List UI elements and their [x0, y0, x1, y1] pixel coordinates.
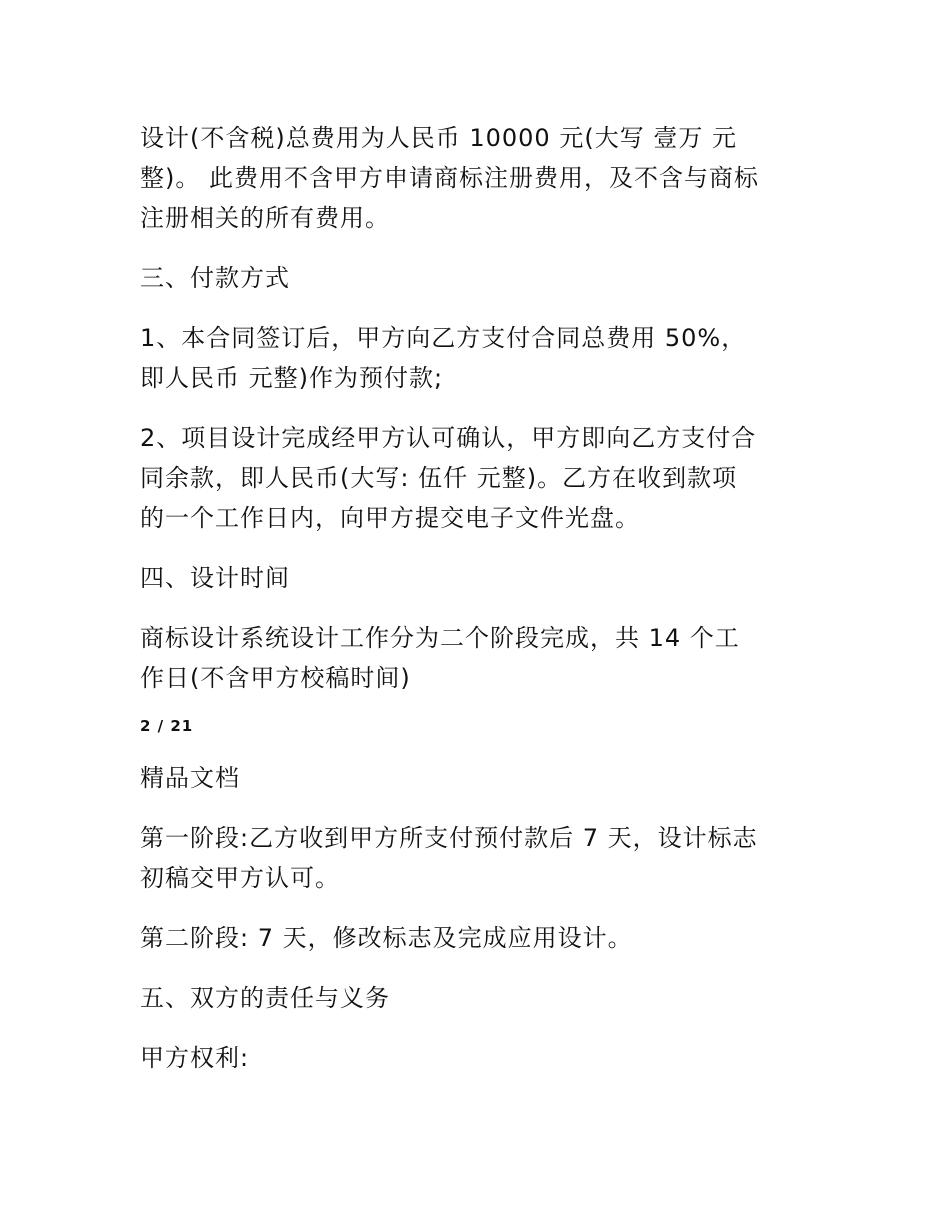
payment-item-1-line-1: 1、本合同签订后，甲方向乙方支付合同总费用 50%， — [140, 324, 747, 352]
fee-paragraph-line-2: 整)。 此费用不含甲方申请商标注册费用，及不含与商标 — [140, 164, 759, 192]
stage-1-line-2: 初稿交甲方认可。 — [140, 864, 340, 892]
design-time-paragraph-line-1: 商标设计系统设计工作分为二个阶段完成，共 14 个工 — [140, 624, 740, 652]
design-time-paragraph-line-2: 作日(不含甲方校稿时间) — [140, 664, 411, 692]
payment-item-1-line-2: 即人民币 元整)作为预付款; — [140, 364, 444, 392]
page-number: 2 / 21 — [140, 717, 194, 735]
duties-heading: 五、双方的责任与义务 — [140, 984, 390, 1012]
payment-method-heading: 三、付款方式 — [140, 264, 290, 292]
payment-item-2-line-2: 同余款，即人民币(大写: 伍仟 元整)。乙方在收到款项 — [140, 464, 738, 492]
payment-item-2-line-3: 的一个工作日内，向甲方提交电子文件光盘。 — [140, 504, 640, 532]
party-a-rights-label: 甲方权利: — [140, 1044, 250, 1072]
page-header-label: 精品文档 — [140, 764, 240, 792]
fee-paragraph-line-1: 设计(不含税)总费用为人民币 10000 元(大写 壹万 元 — [140, 124, 737, 152]
design-time-heading: 四、设计时间 — [140, 564, 290, 592]
payment-item-2-line-1: 2、项目设计完成经甲方认可确认，甲方即向乙方支付合 — [140, 424, 757, 452]
fee-paragraph-line-3: 注册相关的所有费用。 — [140, 204, 390, 232]
stage-1-line-1: 第一阶段:乙方收到甲方所支付预付款后 7 天，设计标志 — [140, 824, 758, 852]
stage-2-line: 第二阶段: 7 天，修改标志及完成应用设计。 — [140, 924, 633, 952]
